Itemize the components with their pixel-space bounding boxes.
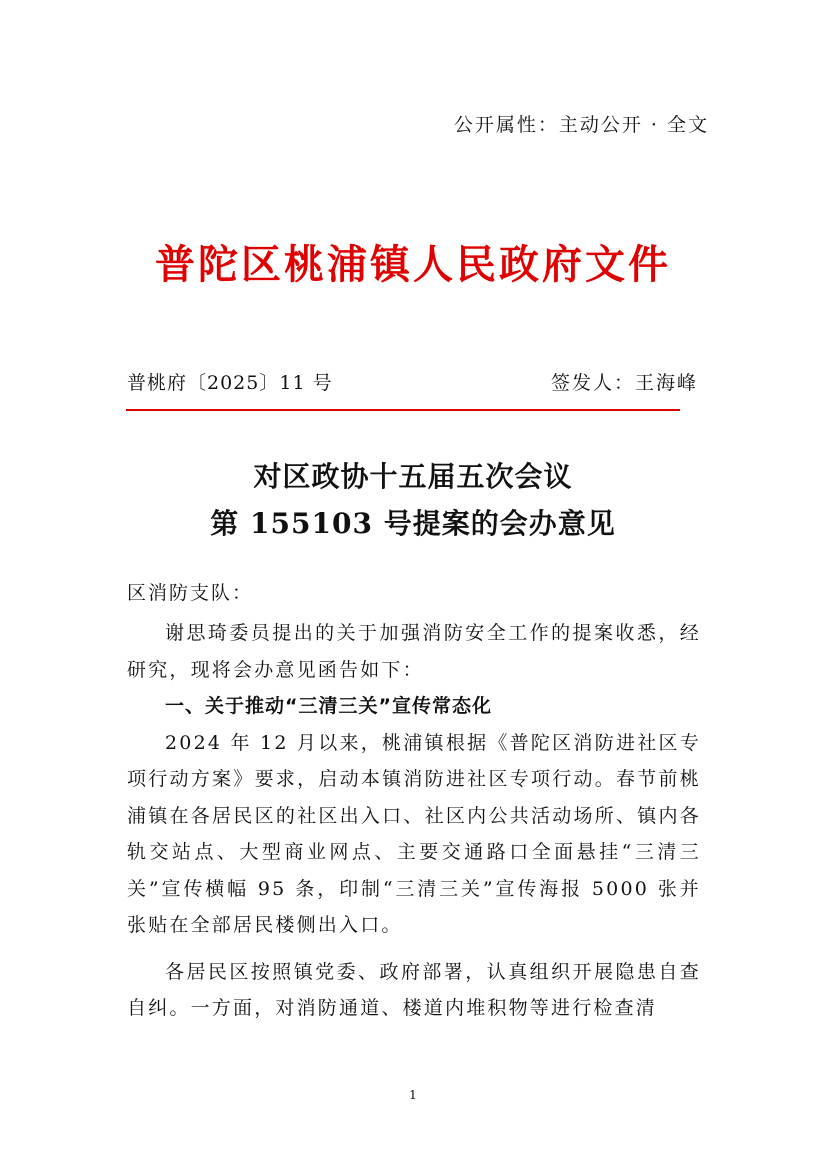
body-paragraph: 2024 年 12 月以来，桃浦镇根据《普陀区消防进社区专项行动方案》要求，启动本镇消防进社区专项行动。春节前桃浦镇在各居民区的社区出入口、社区内公共活动场所、镇内各轨交站点、大型商业网点、主要交通路口全面悬挂“三清三关”宣传横幅 95 条，印制“三清三关”宣传海报 5000 张并张贴在全部居民楼侧出入口。 bbox=[127, 731, 701, 936]
subject-line-1: 对区政协十五届五次会议 bbox=[253, 460, 573, 493]
signer: 签发人：王海峰 bbox=[550, 372, 698, 394]
subject-line-2: 第 155103 号提案的会办意见 bbox=[210, 507, 616, 540]
red-separator-line bbox=[126, 409, 680, 411]
addressee: 区消防支队： bbox=[127, 582, 254, 604]
page-number: 1 bbox=[409, 1088, 417, 1102]
document-number: 普桃府〔2025〕11 号 bbox=[127, 372, 333, 394]
document-body bbox=[127, 615, 701, 1027]
document-title: 普陀区桃浦镇人民政府文件 bbox=[155, 241, 671, 288]
body-paragraph: 各居民区按照镇党委、政府部署，认真组织开展隐患自查自纠。一方面，对消防通道、楼道内堆积物等进行检查清 bbox=[127, 960, 701, 1019]
disclosure-attribute: 公开属性：主动公开 · 全文 bbox=[453, 114, 709, 136]
body-paragraph: 谢思琦委员提出的关于加强消防安全工作的提案收悉，经研究，现将会办意见函告如下： bbox=[127, 622, 701, 681]
section-heading: 一、关于推动“三清三关”宣传常态化 bbox=[165, 695, 492, 717]
